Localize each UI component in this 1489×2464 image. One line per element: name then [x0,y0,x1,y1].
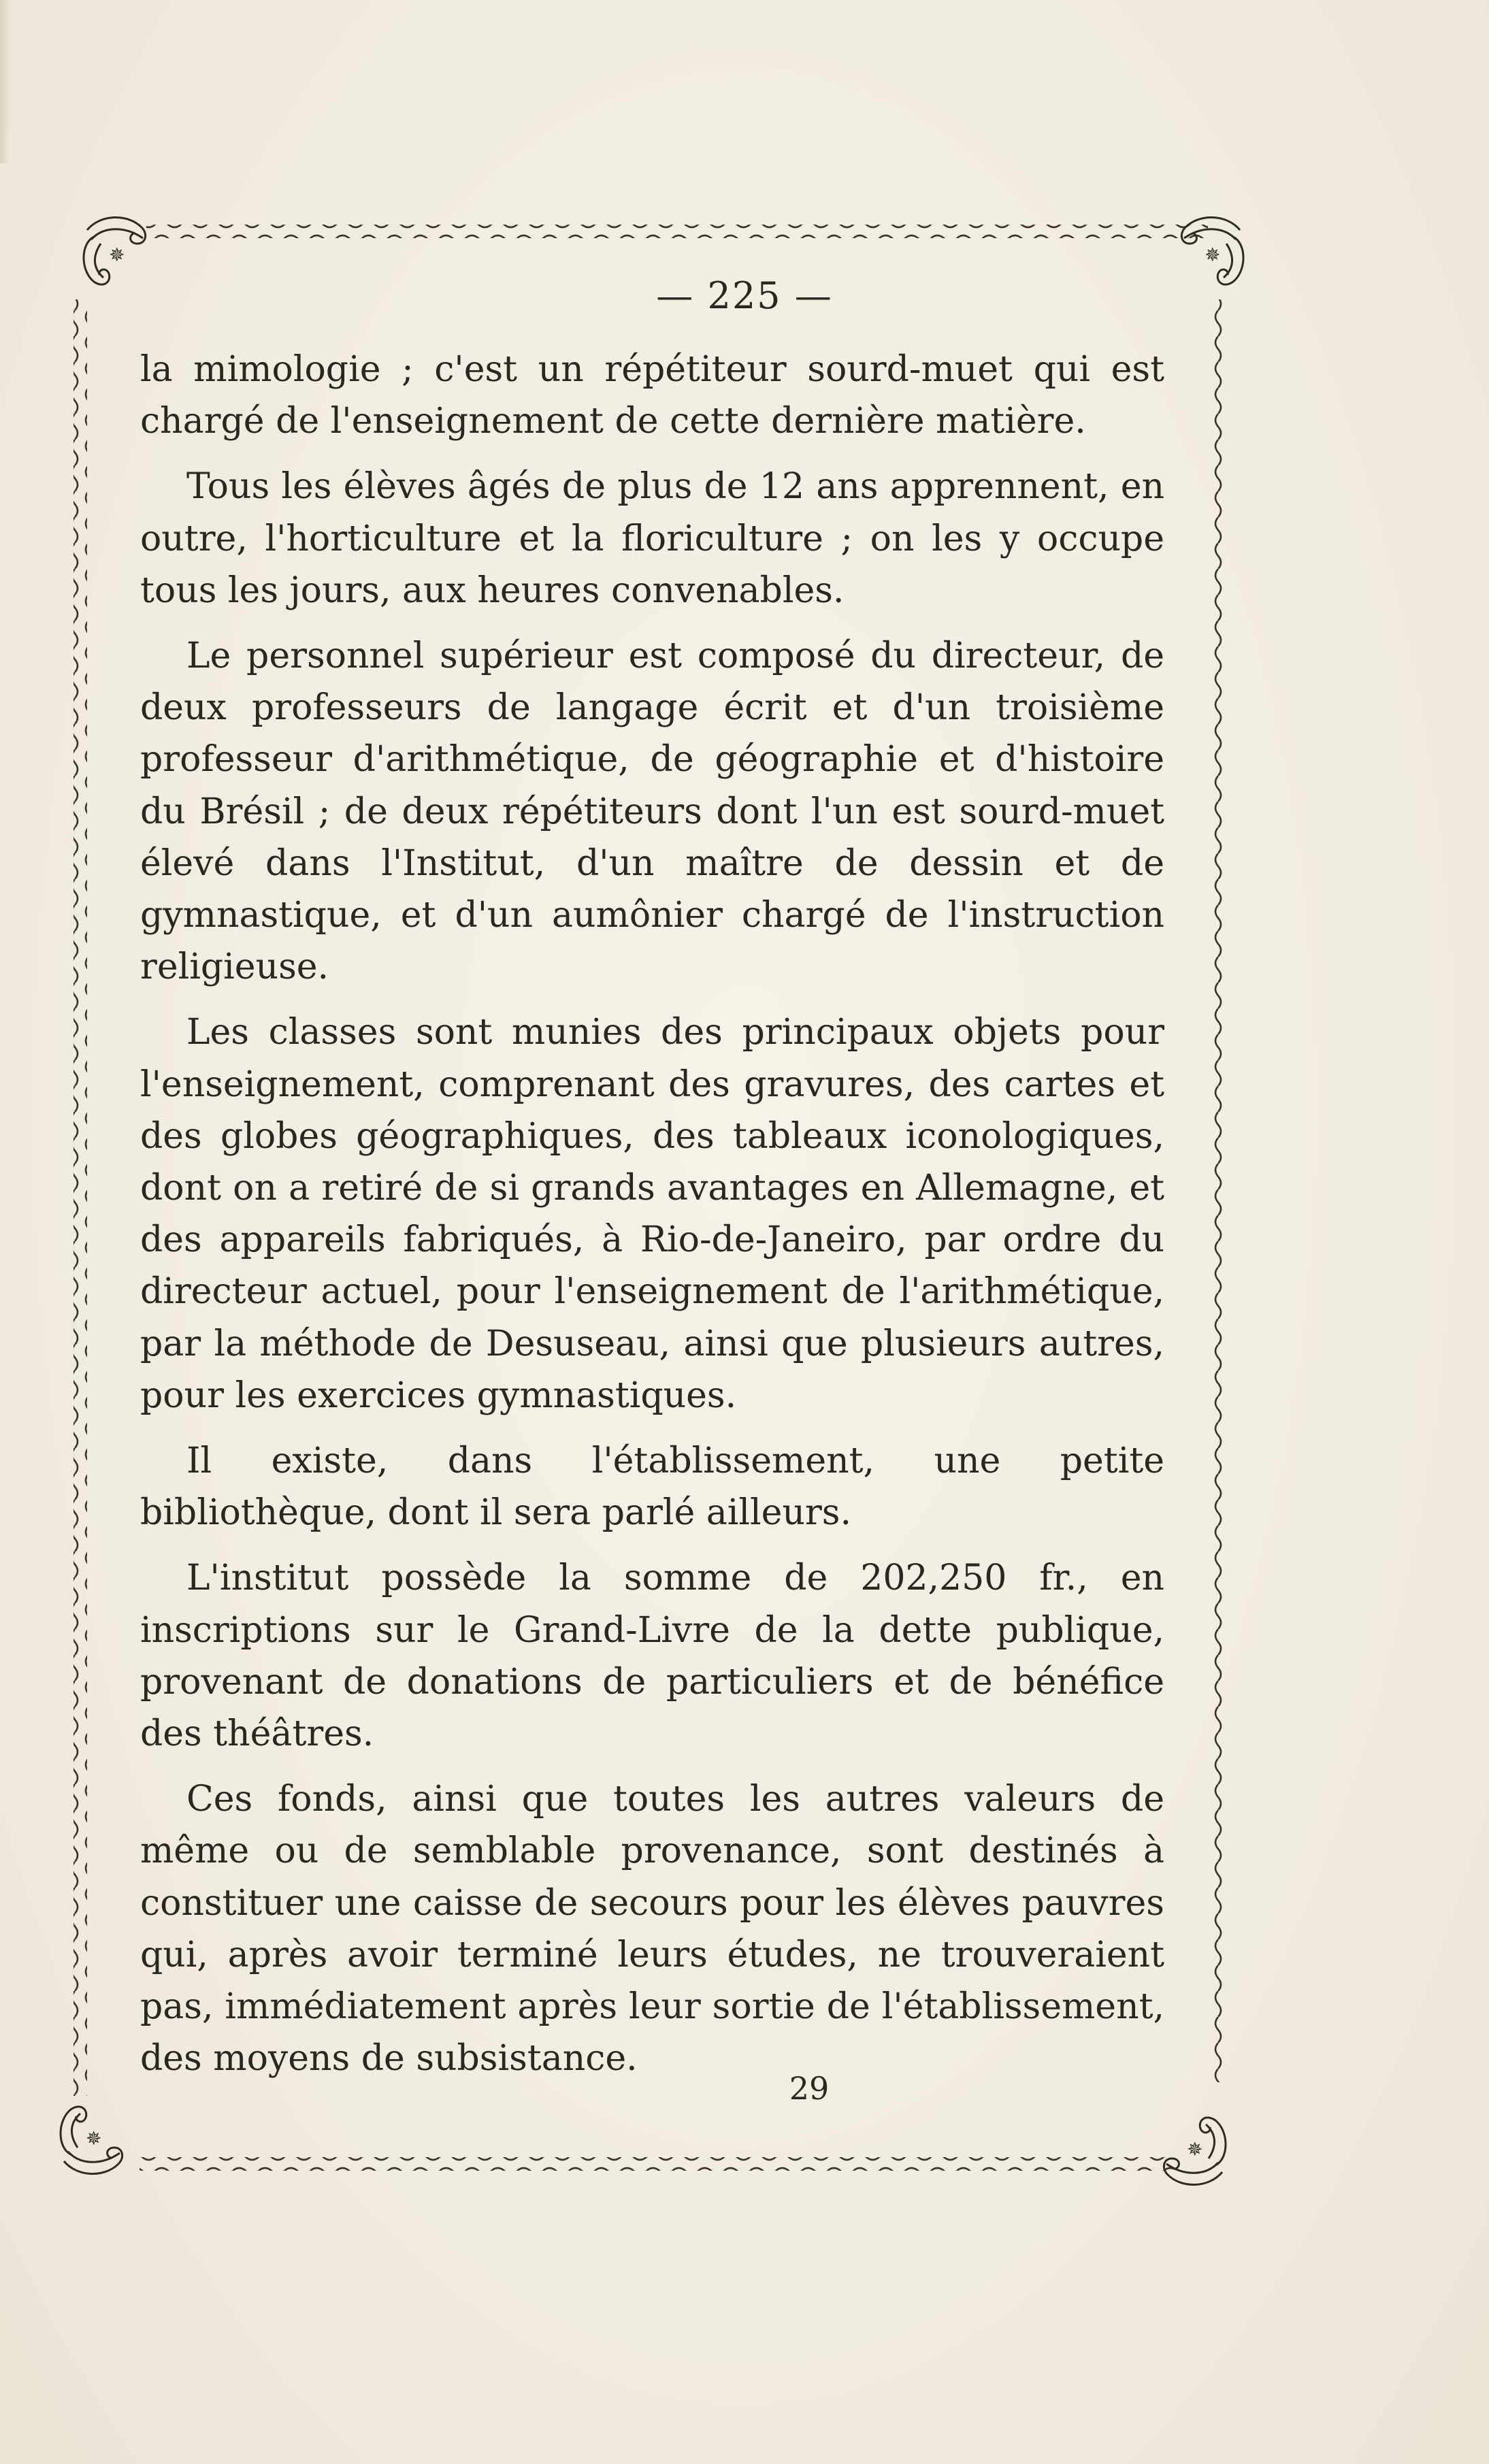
page-number: — 225 — [656,274,833,317]
border-bottom [140,2157,1174,2171]
paragraph: L'institut possède la somme de 202,250 fr., en inscriptions sur le Grand-Livre de la dette publique, provenant de donations de particuliers et de bénéfice des théâtres. [140,1558,1164,1755]
paragraph: Le personnel supérieur est composé du directeur, de deux professeurs de langage écrit et d'un troisième professeur d'arithmétique, de géographie et d'histoire du Brésil ; de deux répétiteurs dont l'un est sourd-muet élevé dans l'Institut, d'un maître de dessin et de gymnastique, et d'un aumônier chargé de l'instruction religieuse. [140,636,1164,988]
border-left [73,299,87,2096]
svg-text:✵: ✵ [1187,2138,1203,2161]
paragraph: la mimologie ; c'est un répétiteur sourd-muet qui est chargé de l'enseignement de cette dernière matière. [140,349,1164,442]
svg-text:✵: ✵ [86,2127,102,2150]
svg-text:✵: ✵ [109,244,125,266]
corner-ornament-bottom-left [61,2107,122,2174]
corner-ornament-top-left [84,217,146,284]
printer-signature-mark: 29 [789,2070,830,2107]
paragraph: Il existe, dans l'établissement, une petite bibliothèque, dont il sera parlé ailleurs. [140,1441,1164,1534]
paragraph: Ces fonds, ainsi que toutes les autres valeurs de même ou de semblable provenance, sont destinés à constituer une caisse de secours pour les élèves pauvres qui, après avoir terminé leurs études, ne trouveraient pas, immédiatement après leur sortie de l'établissement, des moyens de subsistance. [140,1779,1164,2080]
corner-ornament-bottom-right [1164,2118,1226,2185]
border-top [146,225,1208,238]
paragraph: Tous les élèves âgés de plus de 12 ans apprennent, en outre, l'horticulture et la floriculture ; on les y occupe tous les jours, aux heures convenables. [140,466,1164,611]
border-right [1211,299,1224,2082]
paragraph: Les classes sont munies des principaux objets pour l'enseignement, comprenant des gravures, des cartes et des globes géographiques, des tableaux iconologiques, dont on a retiré de si grands avantages en Allemagne, et des appareils fabriqués, à Rio-de-Janeiro, par ordre du directeur actuel, pour l'enseignement de l'arithmétique, par la méthode de Desuseau, ainsi que plusieurs autres, pour les exercices gymnastiques. [140,1012,1164,1416]
body-text [140,344,1164,2099]
svg-text:✵: ✵ [1205,244,1221,266]
